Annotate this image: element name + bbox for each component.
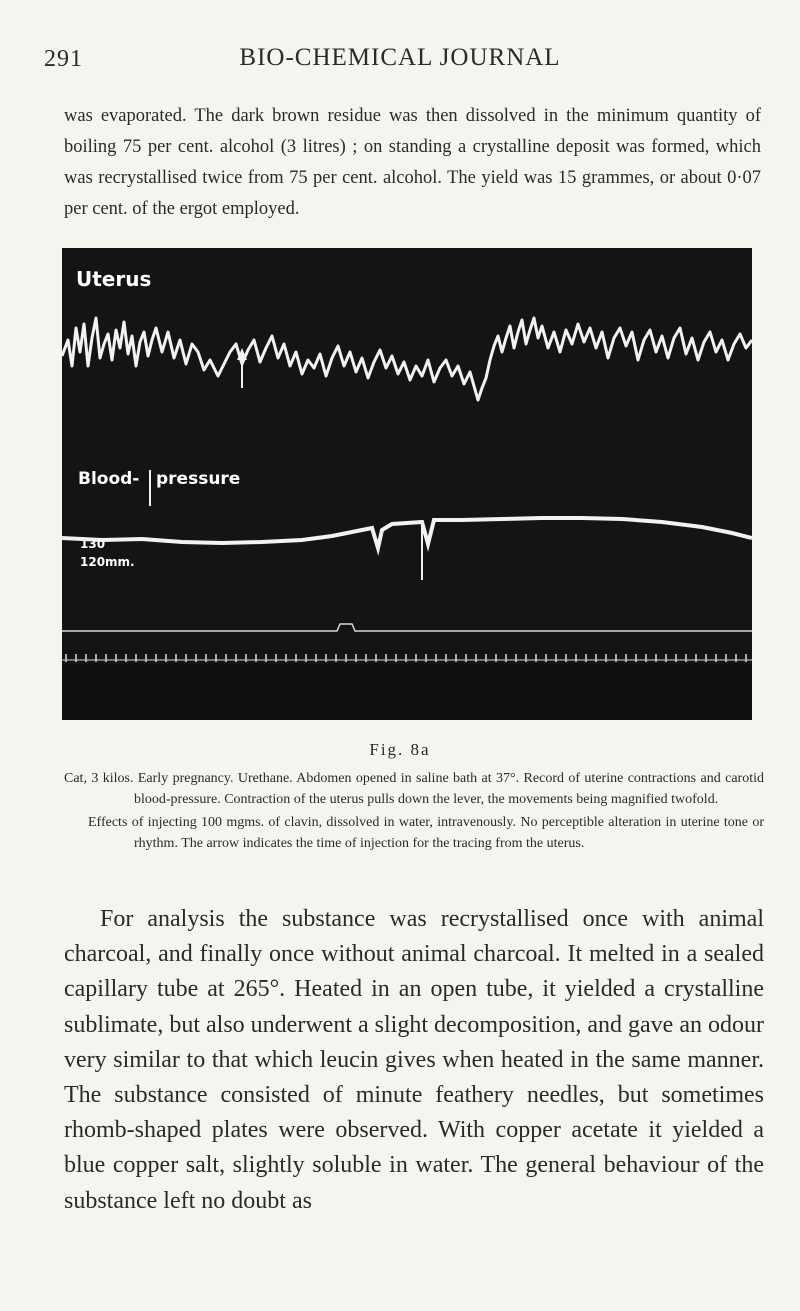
- kymograph-trace: [62, 248, 752, 720]
- figure-note-2: Effects of injecting 100 mgms. of clavin, dissolved in water, intravenously. No perceptible alteration in uterine tone or rhythm. The arrow indicates the time of injection for the tracing from the uterus.: [88, 815, 764, 851]
- uterus-label: Uterus: [76, 267, 152, 291]
- kymograph-figure: [62, 248, 752, 720]
- blood-label: Blood-: [78, 469, 140, 489]
- scale-120-label: 120mm.: [80, 555, 135, 569]
- pressure-label: pressure: [156, 469, 241, 489]
- running-head: BIO-CHEMICAL JOURNAL: [239, 44, 561, 71]
- page-number: 291: [44, 46, 83, 72]
- figure-note-1: Cat, 3 kilos. Early pregnancy. Urethane. Abdomen opened in saline bath at 37°. Record of uterine contractions and carotid blood-pressure. Contraction of the uterus pulls down the lever, the movements being magnified twofold.: [64, 771, 764, 807]
- paragraph-bottom: For analysis the substance was recrystallised once with animal charcoal, and finally once without animal charcoal. It melted in a sealed capillary tube at 265°. Heated in an open tube, it yielded a crystalline sublimate, but also underwent a slight decomposition, and gave an odour very similar to that which leucin gives when heated in the same manner. The substance consisted of minute feathery needles, but sometimes rhomb-shaped plates were observed. With copper acetate it yielded a blue copper salt, slightly soluble in water. The general behaviour of the substance left no doubt as: [64, 906, 764, 1214]
- scale-130-label: 130: [80, 537, 106, 551]
- paragraph-top: was evaporated. The dark brown residue was then dissolved in the minimum quantity of boiling 75 per cent. alcohol (3 litres) ; on standing a crystalline deposit was formed, which was recrystallised twice from 75 per cent. alcohol. The yield was 15 grammes, or about 0·07 per cent. of the ergot employed.: [64, 105, 761, 219]
- figure-notes: [64, 768, 764, 856]
- figure-caption: Fig. 8a: [369, 740, 431, 759]
